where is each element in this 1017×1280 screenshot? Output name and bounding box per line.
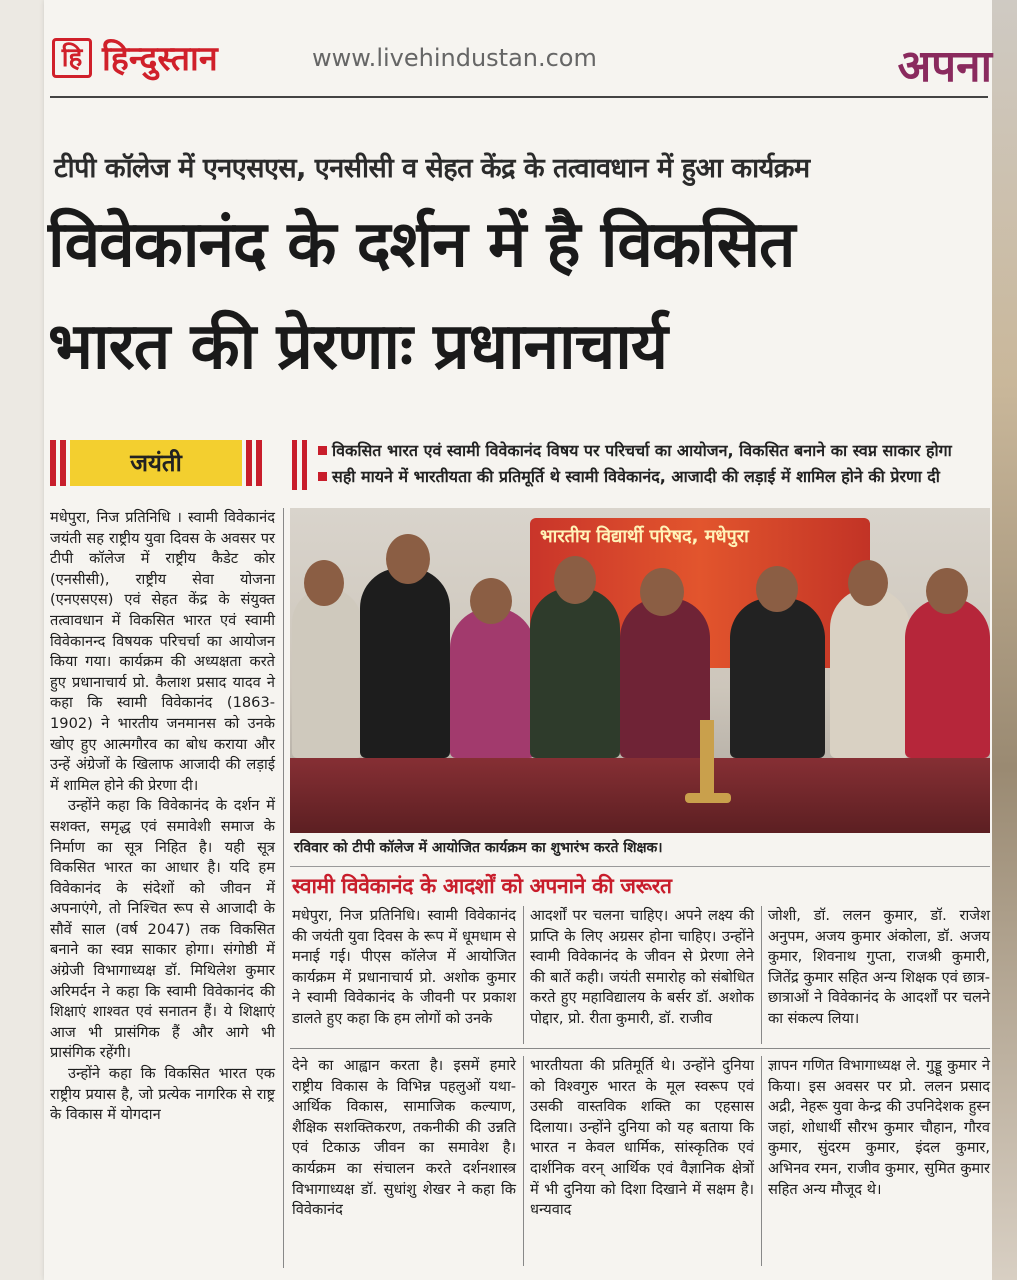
person-head — [470, 578, 512, 624]
left-margin — [0, 0, 44, 1280]
main-story-column-3: भारतीयता की प्रतिमूर्ति थे। उन्होंने दुनिया को विश्वगुरु भारत के मूल स्वरूप एवं उसकी वास्तविक शक्ति का एहसास दिलाया। उन्होंने दुनिया को यह बताया कि भारत न केवल धार्मिक, सांस्कृतिक एवं दार्शनिक वरन् आर्थिक एवं वैज्ञानिक क्षेत्रों में भी दुनिया को दिशा दिखाने में सक्षम है। धन्यवाद — [530, 1057, 754, 1219]
tag-bar — [256, 440, 262, 486]
person-figure — [905, 598, 990, 758]
highlight-text: विकसित भारत एवं स्वामी विवेकानंद विषय पर परिचर्चा का आयोजन, विकसित बनाने का स्वप्न साकार होगा — [332, 441, 952, 460]
column-divider — [761, 906, 762, 1044]
main-story-column-2: देने का आह्वान करता है। इसमें हमारे राष्ट्रीय विकास के विभिन्न पहलुओं यथा- आर्थिक विकास, सामाजिक कल्याण, शैक्षिक सशक्तिकरण, तकनीकी की उन्नति एवं टिकाऊ जीवन का समावेश है। कार्यक्रम का संचालन करते दर्शनशास्त्र विभागाध्यक्ष डॉ. सुधांशु शेखर ने कहा कि विवेकानंद — [292, 1057, 516, 1219]
side-story-rule — [290, 866, 990, 867]
side-story-column-2: आदर्शों पर चलना चाहिए। अपने लक्ष्य की प्राप्ति के लिए अग्रसर होना चाहिए। उन्होंने स्वामी विवेकानंद के जीवन से प्रेरणा लेने की बातें कही। जयंती समारोह को संबोधित करते हुए महाविद्यालय के बर्सर डॉ. अशोक पोद्दार, प्रो. रीता कुमारी, डॉ. राजीव — [530, 907, 754, 1027]
person-figure — [530, 588, 620, 758]
table — [290, 758, 990, 833]
tag-bar — [246, 440, 252, 486]
main-story-paragraph: उन्होंने कहा कि विवेकानंद के दर्शन में सशक्त, समृद्ध एवं समावेशी समाज के निर्माण का सूत्र निहित है। यही सूत्र विकसित भारत का आधार है। यदि हम विवेकानंद के संदेशों को जीवन में अपनाएंगे, तो निश्चित रूप से आजादी के सौवें साल (वर्ष 2047) तक विकसित बनाने का स्वप्न साकार होगा। संगोष्ठी में अंग्रेजी विभागाध्यक्ष डॉ. मिथिलेश कुमार अरिमर्दन ने कहा कि स्वामी विवेकानंद की शिक्षाएं शाश्वत एवं सनातन हैं। ये शिक्षाएं आज भी प्रासंगिक हैं और आगे भी प्रासंगिक रहेंगी। — [50, 797, 275, 1062]
adjacent-page-edge — [992, 0, 1017, 1280]
column-divider — [283, 508, 284, 1268]
lamp-icon — [700, 720, 714, 800]
lamp-base — [685, 793, 731, 803]
masthead — [52, 34, 992, 92]
website-url: www.livehindustan.com — [312, 44, 597, 72]
person-head — [304, 560, 344, 606]
kicker-line: टीपी कॉलेज में एनएसएस, एनसीसी व सेहत केंद्र के तत्वावधान में हुआ कार्यक्रम — [54, 153, 810, 184]
person-head — [640, 568, 684, 616]
headline-line-1: विवेकानंद के दर्शन में है विकसित — [48, 208, 795, 282]
photo-caption: रविवार को टीपी कॉलेज में आयोजित कार्यक्रम का शुभारंभ करते शिक्षक। — [294, 840, 663, 856]
banner-text: भारतीय विद्यार्थी परिषद, मधेपुरा — [540, 526, 749, 547]
person-figure — [450, 608, 535, 758]
main-story-paragraph: मधेपुरा, निज प्रतिनिधि । स्वामी विवेकानंद जयंती सह राष्ट्रीय युवा दिवस के अवसर पर टीपी कॉलेज में राष्ट्रीय कैडेट कोर (एनसीसी), राष्ट्रीय सेवा योजना (एनएसएस) एवं सेहत केंद्र के संयुक्त तत्वावधान में विकसित भारत एवं स्वामी विवेकानन्द विषयक परिचर्चा का आयोजन किया गया। कार्यक्रम की अध्यक्षता करते हुए प्रधानाचार्य प्रो. कैलाश प्रसाद यादव ने कहा कि स्वामी विवेकानंद (1863-1902) ने भारतीय जनमानस को उनके खोए हुए आत्मगौरव का बोध कराया और उन्हें अंग्रेजों के खिलाफ आजादी की लड़ाई में शामिल होने की प्रेरणा दी। — [50, 509, 275, 794]
masthead-rule — [50, 96, 988, 98]
main-story-column-1 — [50, 508, 275, 1126]
main-story-column-4: ज्ञापन गणित विभागाध्यक्ष ले. गुड्डू कुमार ने किया। इस अवसर पर प्रो. ललन प्रसाद अद्री, नेहरू युवा केन्द्र की उपनिदेशक हुस्न जहां, शोधार्थी सौरभ कुमार चौहान, गौरव कुमार, सुंदरम कुमार, इंदल कुमार, अभिनव रमन, राजीव कुमार, सुमित कुमार सहित अन्य मौजूद थे। — [768, 1057, 990, 1198]
side-story-column-1: मधेपुरा, निज प्रतिनिधि। स्वामी विवेकानंद की जयंती युवा दिवस के रूप में धूमधाम से मनाई गई। पीएस कॉलेज में आयोजित कार्यक्रम में प्रधानाचार्य प्रो. अशोक कुमार ने स्वामी विवेकानंद के जीवनी पर प्रकाश डालते हुए कहा कि हम लोगों को उनके — [292, 907, 516, 1027]
section-divider — [290, 1048, 990, 1049]
person-figure — [730, 598, 825, 758]
section-title-fragment: अपना — [897, 41, 992, 92]
highlight-item — [292, 438, 992, 464]
tag-bar — [60, 440, 66, 486]
person-figure — [830, 588, 910, 758]
headline-line-2: भारत की प्रेरणाः प्रधानाचार्य — [48, 310, 667, 384]
story-highlights — [292, 438, 992, 490]
column-divider — [523, 906, 524, 1044]
person-figure — [360, 568, 450, 758]
brand-name: हिन्दुस्तान — [102, 39, 218, 79]
bullet-square-icon — [318, 446, 327, 455]
person-figure — [292, 588, 362, 758]
tag-bar — [50, 440, 56, 486]
event-photo — [290, 508, 990, 833]
side-story-column-3: जोशी, डॉ. ललन कुमार, डॉ. राजेश अनुपम, अजय कुमार अंकोला, डॉ. अजय कुमार, शिवनाथ गुप्ता, राजश्री कुमारी, जितेंद्र कुमार सहित अन्य शिक्षक एवं छात्र-छात्राओं ने विवेकानंद के आदर्शों पर चलने का संकल्प लिया। — [768, 907, 990, 1027]
bullet-square-icon — [318, 472, 327, 481]
main-story-paragraph: उन्होंने कहा कि विकसित भारत एक राष्ट्रीय प्रयास है, जो प्रत्येक नागरिक से राष्ट्र के विकास में योगदान — [50, 1065, 275, 1124]
side-story-headline: स्वामी विवेकानंद के आदर्शों को अपनाने की जरूरत — [292, 874, 672, 898]
highlight-item — [292, 464, 992, 490]
category-tag — [50, 440, 262, 486]
highlight-text: सही मायने में भारतीयता की प्रतिमूर्ति थे स्वामी विवेकानंद, आजादी की लड़ाई में शामिल होने की प्रेरणा दी — [332, 467, 940, 486]
person-figure — [620, 598, 710, 758]
person-head — [756, 566, 798, 612]
column-divider — [523, 1056, 524, 1266]
person-head — [926, 568, 968, 614]
category-label: जयंती — [70, 440, 242, 486]
brand-logo-icon: हि — [52, 38, 92, 78]
person-head — [386, 534, 430, 584]
person-head — [848, 560, 888, 606]
column-divider — [761, 1056, 762, 1266]
person-head — [554, 556, 596, 604]
